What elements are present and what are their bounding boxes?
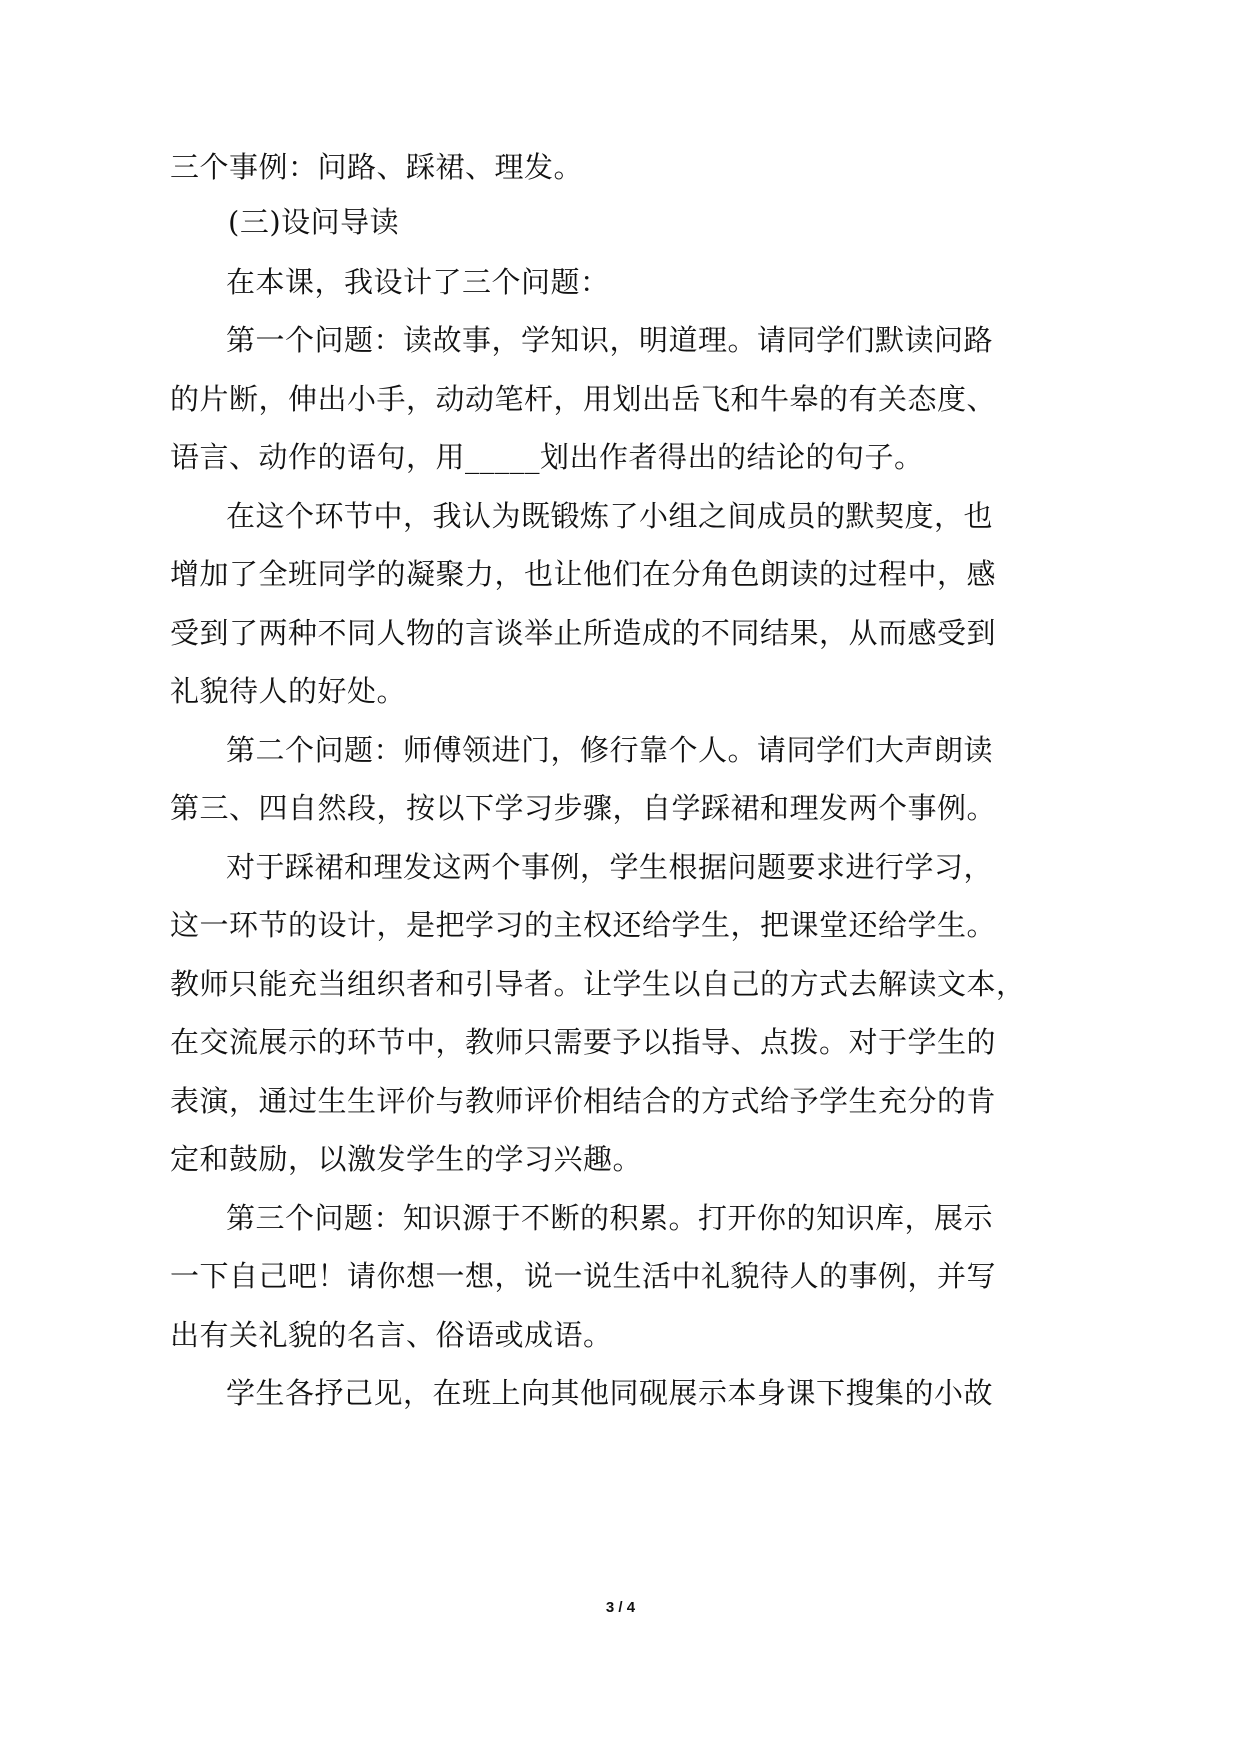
text-line: 受到了两种不同人物的言谈举止所造成的不同结果，从而感受到 xyxy=(170,616,997,650)
text-line: 增加了全班同学的凝聚力，也让他们在分角色朗读的过程中，感 xyxy=(170,557,997,591)
text-line: 出有关礼貌的名言、俗语或成语。 xyxy=(170,1318,613,1352)
text-line: 语言、动作的语句，用_____划出作者得出的结论的句子。 xyxy=(170,440,924,474)
text-line: 在这个环节中，我认为既锻炼了小组之间成员的默契度，也 xyxy=(226,499,994,533)
text-line: 表演，通过生生评价与教师评价相结合的方式给予学生充分的肯 xyxy=(170,1084,997,1118)
text-line: 的片断，伸出小手，动动笔杆，用划出岳飞和牛皋的有关态度、 xyxy=(170,382,997,416)
text-line: 第二个问题：师傅领进门，修行靠个人。请同学们大声朗读 xyxy=(226,733,994,767)
text-line: 第一个问题：读故事，学知识，明道理。请同学们默读问路 xyxy=(226,323,994,357)
text-line: 一下自己吧！请你想一想，说一说生活中礼貌待人的事例，并写 xyxy=(170,1259,997,1293)
text-line: 定和鼓励，以激发学生的学习兴趣。 xyxy=(170,1142,643,1176)
text-line: 在交流展示的环节中，教师只需要予以指导、点拨。对于学生的 xyxy=(170,1025,997,1059)
text-line: 对于踩裙和理发这两个事例，学生根据问题要求进行学习， xyxy=(226,850,994,884)
text-line: 这一环节的设计，是把学习的主权还给学生，把课堂还给学生。 xyxy=(170,908,997,942)
text-line: 礼貌待人的好处。 xyxy=(170,674,407,708)
page-number: 3 / 4 xyxy=(605,1599,636,1616)
section-heading: (三)设问导读 xyxy=(228,205,400,239)
text-line: 第三、四自然段，按以下学习步骤，自学踩裙和理发两个事例。 xyxy=(170,791,997,825)
text-line: 教师只能充当组织者和引导者。让学生以自己的方式去解读文本， xyxy=(170,967,1026,1001)
text-line: 第三个问题：知识源于不断的积累。打开你的知识库，展示 xyxy=(226,1201,994,1235)
text-line: 三个事例：问路、踩裙、理发。 xyxy=(170,150,584,184)
text-line: 在本课，我设计了三个问题： xyxy=(226,265,610,299)
text-line: 学生各抒己见，在班上向其他同砚展示本身课下搜集的小故 xyxy=(226,1376,994,1410)
